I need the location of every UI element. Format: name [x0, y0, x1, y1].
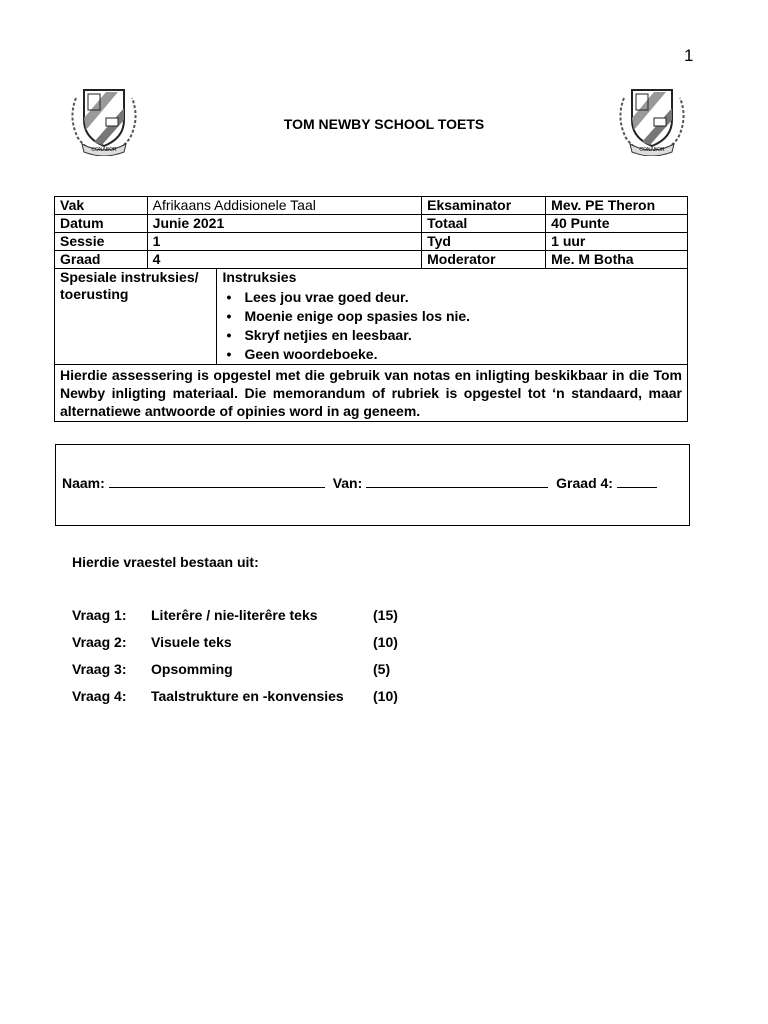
crest-motto-right: CONABOR — [639, 147, 665, 153]
page-number: 1 — [684, 46, 694, 65]
value-date: Junie 2021 — [147, 215, 421, 233]
list-item: • Moenie enige oop spasies los nie. — [244, 307, 682, 326]
instructions-title: Instruksies — [222, 269, 297, 285]
learner-details-line — [62, 473, 661, 491]
value-total: 40 Punte — [546, 215, 688, 233]
name-label: Naam: — [62, 475, 105, 491]
question-marks: (15) — [373, 607, 398, 623]
value-session: 1 — [147, 233, 421, 251]
question-number: Vraag 3: — [72, 661, 127, 677]
exam-info-table — [54, 196, 688, 422]
question-number: Vraag 2: — [72, 634, 127, 650]
document-title: TOM NEWBY SCHOOL TOETS — [283, 116, 485, 132]
table-row — [55, 269, 688, 365]
question-marks: (10) — [373, 688, 398, 704]
value-moderator: Me. M Botha — [546, 251, 688, 269]
assessment-note: Hierdie assessering is opgestel met die gebruik van notas en inligting beskikbaar in die Tom Newby inligting materiaal. Die memorandum of rubriek is opgestel tot ‘n standaard, maar alternatiewe antwoorde of opinies word in ag geneem. — [55, 365, 688, 422]
name-field[interactable] — [109, 473, 325, 488]
label-date: Datum — [55, 215, 148, 233]
label-time: Tyd — [422, 233, 546, 251]
label-subject: Vak — [55, 197, 148, 215]
label-grade: Graad — [55, 251, 148, 269]
value-grade: 4 — [147, 251, 421, 269]
question-topic: Opsomming — [151, 661, 233, 677]
grade-label: Graad 4: — [556, 475, 613, 491]
table-row — [55, 365, 688, 422]
question-topic: Visuele teks — [151, 634, 232, 650]
label-moderator: Moderator — [422, 251, 546, 269]
question-number: Vraag 4: — [72, 688, 127, 704]
table-row — [55, 215, 688, 233]
label-session: Sessie — [55, 233, 148, 251]
label-examiner: Eksaminator — [422, 197, 546, 215]
grade-field[interactable] — [617, 473, 657, 488]
instructions-cell — [217, 269, 688, 365]
value-subject: Afrikaans Addisionele Taal — [147, 197, 421, 215]
list-item: • Skryf netjies en leesbaar. — [244, 326, 682, 345]
learner-details-box — [55, 444, 690, 526]
question-topic: Taalstrukture en -konvensies — [151, 688, 344, 704]
list-item: • Lees jou vrae goed deur. — [244, 288, 682, 307]
table-row — [55, 251, 688, 269]
table-row — [55, 233, 688, 251]
surname-field[interactable] — [366, 473, 548, 488]
crest-motto-left: CONABOR — [91, 147, 117, 153]
value-time: 1 uur — [546, 233, 688, 251]
question-number: Vraag 1: — [72, 607, 127, 623]
list-item: • Geen woordeboeke. — [244, 345, 682, 364]
table-row — [55, 197, 688, 215]
question-marks: (5) — [373, 661, 391, 677]
special-instructions-label: Spesiale instruksies/ toerusting — [55, 269, 217, 365]
paper-contents-heading: Hierdie vraestel bestaan uit: — [72, 554, 259, 570]
surname-label: Van: — [332, 475, 363, 491]
instructions-list — [222, 288, 682, 364]
label-total: Totaal — [422, 215, 546, 233]
question-marks: (10) — [373, 634, 398, 650]
value-examiner: Mev. PE Theron — [546, 197, 688, 215]
question-topic: Literêre / nie-literêre teks — [151, 607, 318, 623]
